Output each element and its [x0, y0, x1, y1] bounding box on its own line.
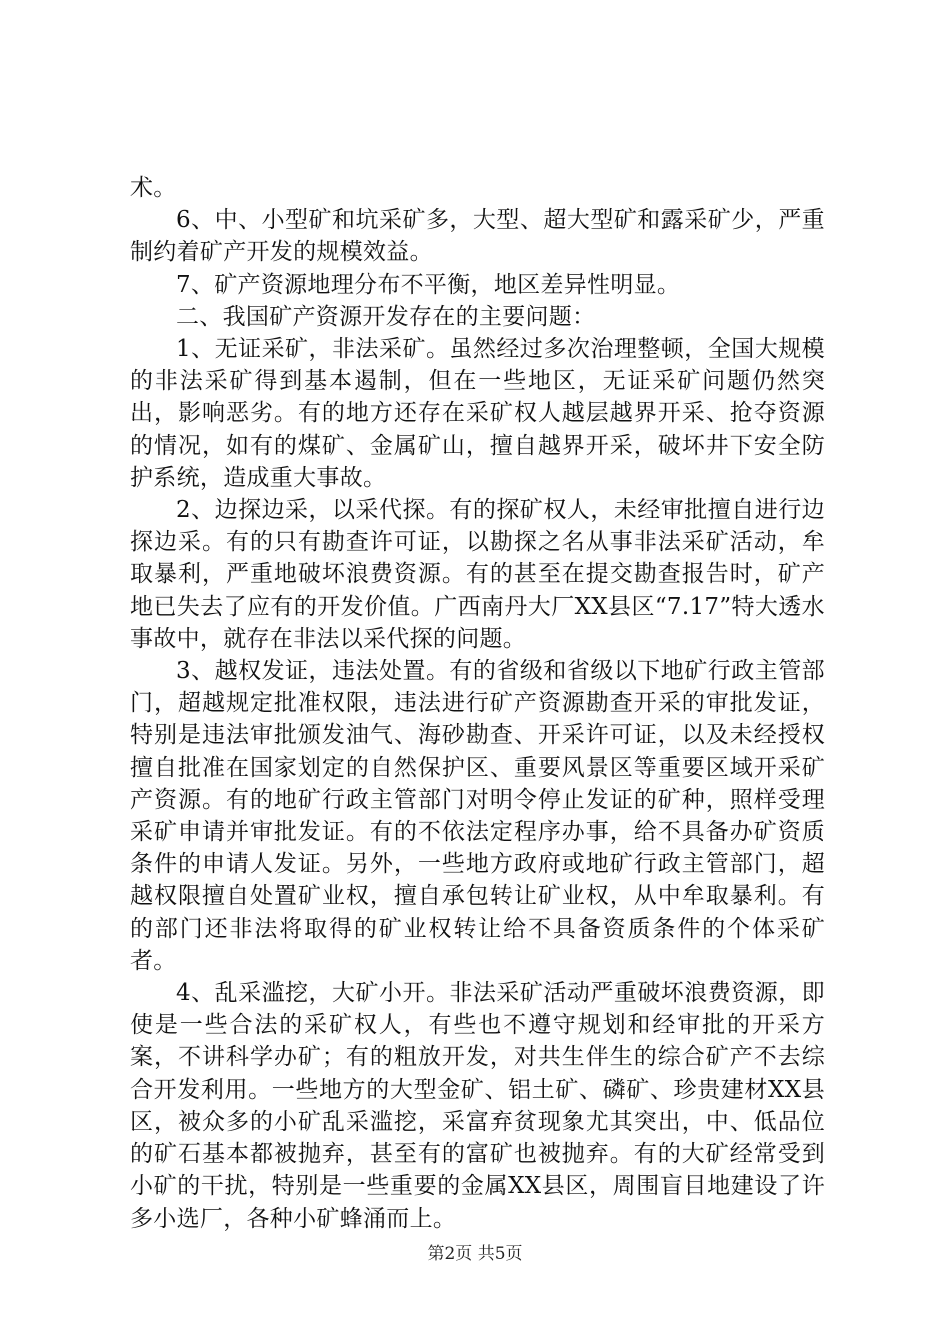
paragraph-item-7: 7、矿产资源地理分布不平衡，地区差异性明显。 — [176, 271, 681, 298]
paragraph-problem-3: 3、越权发证，违法处置。有的省级和省级以下地矿行政主管部门，超越规定批准权限，违法进行矿产资源勘查开采的审批发证，特别是违法审批颁发油气、海砂勘查、开采许可证，以及未经授权擅自批准在国家划定的自然保护区、重要风景区等重要区域开采矿产资源。有的地矿行政主管部门对明令停止发证的矿种，照样受理采矿申请并审批发证。有的不依法定程序办事，给不具备办矿资质条件的申请人发证。另外，一些地方政府或地矿行政主管部门，超越权限擅自处置矿业权，擅自承包转让矿业权，从中牟取暴利。有的部门还非法将取得的矿业权转让给不具备资质条件的个体采矿者。 — [130, 658, 825, 974]
paragraph-continuation: 术。 — [130, 175, 177, 201]
page-footer: 第2页 共5页 — [427, 1244, 523, 1264]
document-body — [130, 172, 825, 1235]
paragraph-problem-1: 1、无证采矿，非法采矿。虽然经过多次治理整顿，全国大规模的非法采矿得到基本遏制，但在一些地区，无证采矿问题仍然突出，影响恶劣。有的地方还存在采矿权人越层越界开采、抢夺资源的情况，如有的煤矿、金属矿山，擅自越界开采，破坏井下安全防护系统，造成重大事故。 — [130, 336, 825, 491]
paragraph-item-6: 6、中、小型矿和坑采矿多，大型、超大型矿和露采矿少，严重制约着矿产开发的规模效益。 — [130, 207, 825, 266]
paragraph-problem-2: 2、边探边采，以采代探。有的探矿权人，未经审批擅自进行边探边采。有的只有勘查许可证，以勘探之名从事非法采矿活动，牟取暴利，严重地破坏浪费资源。有的甚至在提交勘查报告时，矿产地已失去了应有的开发价值。广西南丹大厂XX县区“7.17”特大透水事故中，就存在非法以采代探的问题。 — [130, 497, 825, 652]
section-heading-main-problems: 二、我国矿产资源开发存在的主要问题： — [176, 303, 596, 330]
paragraph-problem-4: 4、乱采滥挖，大矿小开。非法采矿活动严重破坏浪费资源，即使是一些合法的采矿权人，有些也不遵守规划和经审批的开采方案，不讲科学办矿；有的粗放开发，对共生伴生的综合矿产不去综合开发利用。一些地方的大型金矿、铝土矿、磷矿、珍贵建材XX县区，被众多的小矿乱采滥挖，采富弃贫现象尤其突出，中、低品位的矿石基本都被抛弃，甚至有的富矿也被抛弃。有的大矿经常受到小矿的干扰，特别是一些重要的金属XX县区，周围盲目地建设了许多小选厂，各种小矿蜂涌而上。 — [130, 980, 825, 1232]
